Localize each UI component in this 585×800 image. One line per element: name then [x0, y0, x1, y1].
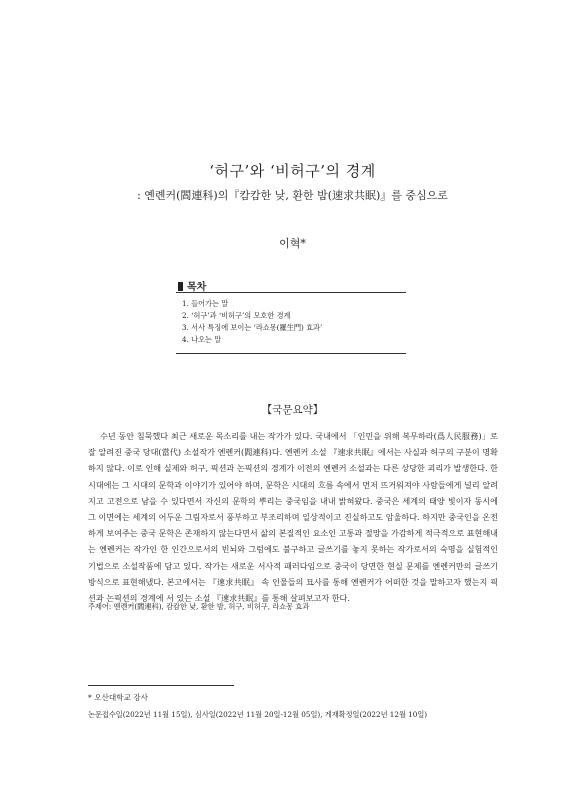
toc-heading — [178, 278, 206, 293]
toc-top-rule — [176, 292, 406, 293]
abstract-body: 수년 동안 침묵했다 최근 새로운 목소리를 내는 작가가 있다. 국내에서 「인민을 위해 복무하라(爲人民服務)」로 잘 알려진 중국 당대(當代) 소설작가 옌롄커(閻連科)다. 옌롄커 소설 『速求共眠』에서는 사실과 허구의 구분이 명확하지 않다. 이로 인해 실제와 허구, 픽션과 논픽션의 경계가 이전의 옌롄커 소설과는 다른 상당한 괴리가 발생한다. 한 시대에는 그 시대의 문학과 이야기가 있어야 하며, 문학은 시대의 흐름 속에서 먼저 뜨거워져야 사람들에게 널리 알려지고 고전으로 남을 수 있다면서 자신의 문학의 뿌리는 중국임을 내내 밝혀왔다. 중국은 세계의 태양 빛이자 동시에 그 이면에는 세계의 어두운 그림자로서 풍부하고 부조리하며 일상적이고 진실하고도 암울하다. 하지만 중국인을 온전하게 보여주는 중국 문학은 존재하지 않는다면서 삶의 본질적인 요소인 고통과 절망을 가감하게 적극적으로 표현해내는 옌롄커는 작가인 한 인간으로서의 빈뇌와 그럼에도 불구하고 글쓰기를 놓지 못하는 작가로서의 숙명을 실험적인 기법으로 소설작품에 담고 있다. 작가는 새로운 서사적 패러다임으로 중국이 당면한 현실 문제를 옌롄커만의 글쓰기 방식으로 표현해냈다. 본고에서는 『速求共眠』 속 인물들의 묘사를 통해 옌롄커가 어떠한 것을 말하고자 했는지 픽션과 논픽션의 경계에 서 있는 소설 『速求共眠』를 통해 살펴보고자 한다. — [88, 431, 498, 604]
footnote-rule — [88, 685, 234, 686]
toc-marker-icon — [178, 282, 183, 291]
toc-item: 1. 들어가는 말 — [182, 299, 229, 308]
toc-heading-label: 목차 — [187, 282, 207, 293]
toc-list — [182, 298, 412, 346]
abstract-heading: 【국문요약】 — [261, 404, 324, 416]
toc-item: 4. 나오는 말 — [182, 335, 222, 344]
paper-subtitle: : 옌롄커(閻連科)의『캄캄한 낮, 환한 밤(速求共眠)』를 중심으로 — [137, 189, 448, 202]
toc-item: 2. ‘허구’과 ‘비허구’의 모호한 경계 — [182, 311, 291, 320]
keywords: 주제어: 옌롄커(閻連科), 캄캄한 낮, 환한 밤, 허구, 비허구, 라쇼몽 효과 — [88, 602, 310, 611]
footnote-affiliation: * 오산대학교 강사 — [88, 693, 148, 702]
paper-title: ‘허구’와 ‘비허구’의 경계 — [209, 162, 376, 180]
toc-item: 3. 서사 특징에 보이는 ‘라쇼몽(羅生門) 효과’ — [182, 323, 323, 332]
footnote-dates: 논문접수일(2022년 11월 15일), 심사일(2022년 11월 20일-12월 05일), 게재확정일(2022년 12월 10일) — [88, 710, 428, 719]
toc-bottom-rule — [176, 353, 406, 354]
author: 이혁* — [279, 237, 306, 250]
